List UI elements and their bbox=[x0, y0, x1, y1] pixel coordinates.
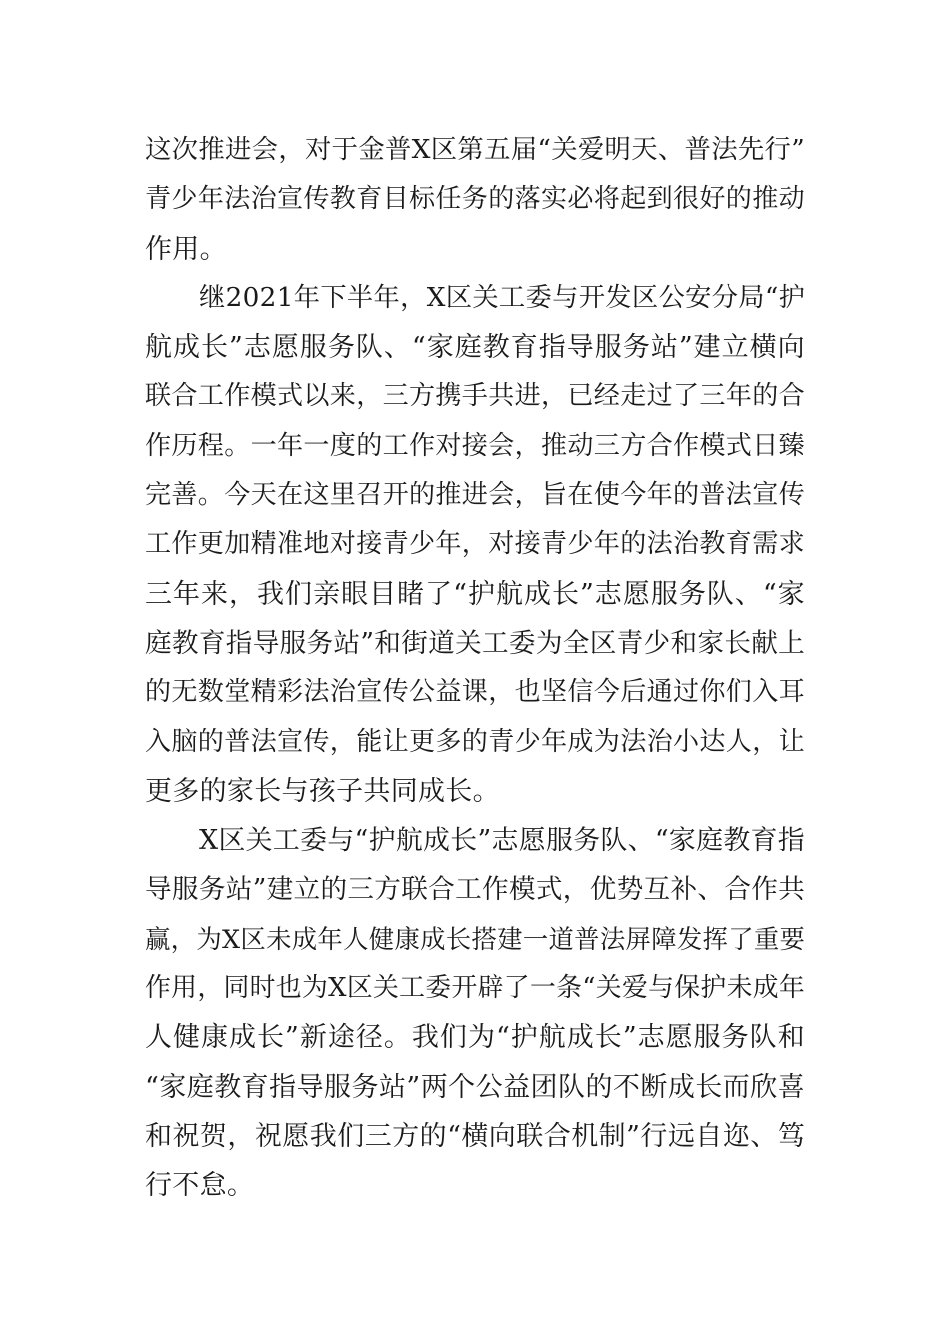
paragraph-1 bbox=[145, 126, 805, 274]
text-line: 完善。今天在这里召开的推进会，旨在使今年的普法宣传 bbox=[145, 480, 805, 511]
text-line: 人健康成长”新途径。我们为“护航成长”志愿服务队和 bbox=[145, 1022, 805, 1054]
text-line: 作用。 bbox=[145, 233, 227, 265]
text-line: 青少年法治宣传教育目标任务的落实必将起到很好的推动 bbox=[145, 184, 805, 215]
text-line: “家庭教育指导服务站”两个公益团队的不断成长而欣喜 bbox=[145, 1071, 805, 1103]
text-line: 导服务站”建立的三方联合工作模式，优势互补、合作共 bbox=[145, 874, 806, 906]
paragraph-2 bbox=[145, 274, 805, 816]
text-line: 航成长”志愿服务队、“家庭教育指导服务站”建立横向 bbox=[145, 332, 805, 364]
text-line: 作历程。一年一度的工作对接会，推动三方合作模式日臻 bbox=[145, 430, 805, 461]
text-line: 庭教育指导服务站”和街道关工委为全区青少和家长献上 bbox=[145, 627, 806, 659]
text-line: 这次推进会，对于金普X区第五届“关爱明天、普法先行” bbox=[145, 135, 805, 165]
text-line: 和祝贺，祝愿我们三方的“横向联合机制”行远自迩、笃 bbox=[145, 1120, 805, 1152]
text-line: 工作更加精准地对接青少年，对接青少年的法治教育需求 bbox=[145, 529, 805, 560]
paragraph-3 bbox=[145, 816, 805, 1210]
text-line: 更多的家长与孩子共同成长。 bbox=[145, 775, 500, 807]
text-line: 入脑的普法宣传，能让更多的青少年成为法治小达人，让 bbox=[145, 726, 805, 757]
text-line: 行不怠。 bbox=[145, 1170, 255, 1202]
text-line: 三年来，我们亲眼目睹了“护航成长”志愿服务队、“家 bbox=[145, 578, 805, 610]
text-line: 的无数堂精彩法治宣传公益课，也坚信今后通过你们入耳 bbox=[145, 677, 805, 708]
text-line: X区关工委与“护航成长”志愿服务队、“家庭教育指 bbox=[199, 825, 805, 857]
text-line: 继2021年下半年，X区关工委与开发区公安分局“护 bbox=[199, 282, 806, 313]
text-line: 赢，为X区未成年人健康成长搭建一道普法屏障发挥了重要 bbox=[145, 923, 806, 954]
text-line: 联合工作模式以来，三方携手共进，已经走过了三年的合 bbox=[145, 381, 805, 412]
text-line: 作用，同时也为X区关工委开辟了一条“关爱与保护未成年 bbox=[145, 973, 806, 1004]
document-body bbox=[145, 126, 805, 1211]
